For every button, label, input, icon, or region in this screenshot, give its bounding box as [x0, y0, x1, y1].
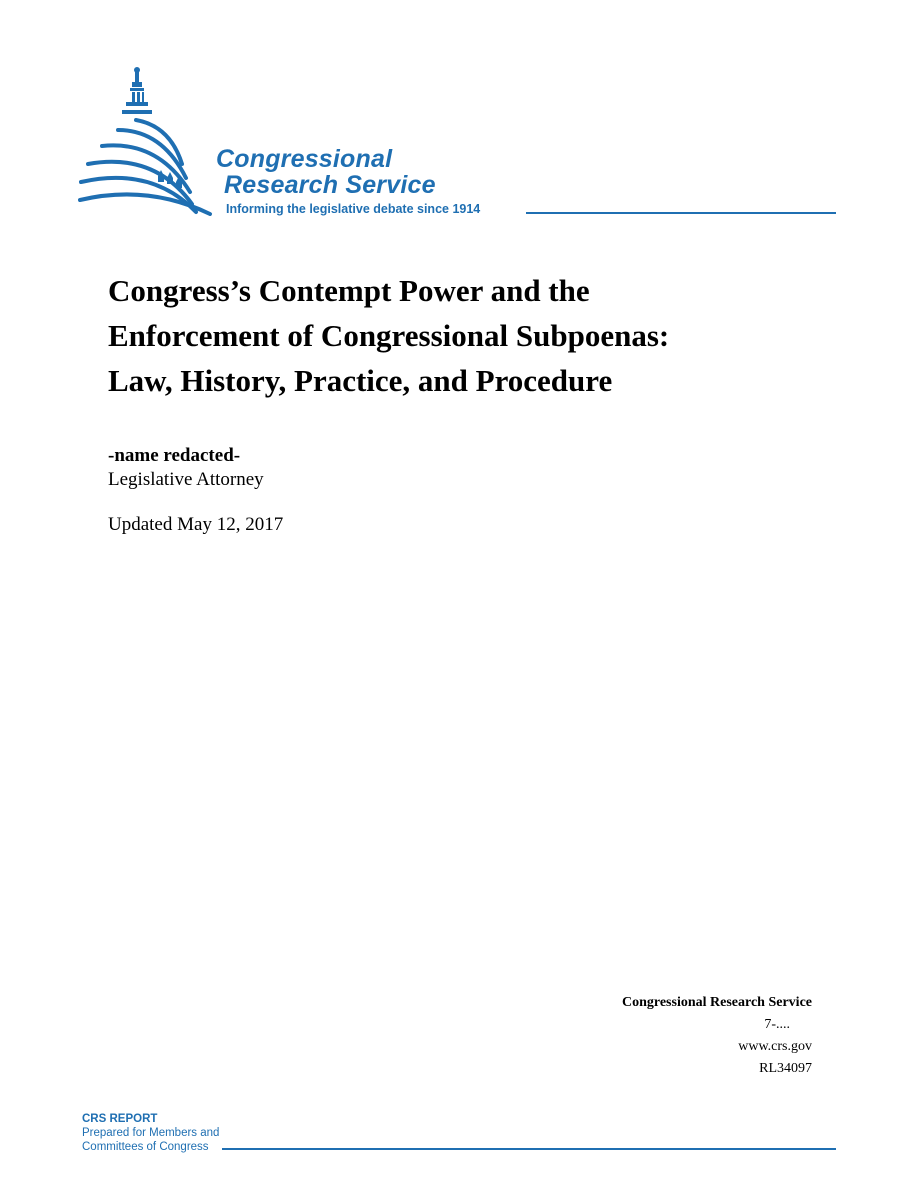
author-block: [108, 444, 264, 492]
report-title: [108, 268, 808, 403]
logo-wordmark-line1: Congressional: [216, 145, 393, 173]
crs-report-line1: Prepared for Members and: [82, 1127, 220, 1139]
crs-logo: [78, 66, 838, 226]
title-line-3: Law, History, Practice, and Procedure: [108, 363, 613, 398]
title-line-1: Congress’s Contempt Power and the: [108, 273, 590, 308]
footer-organization: Congressional Research Service: [621, 995, 812, 1010]
updated-date: Updated May 12, 2017: [108, 514, 284, 535]
logo-wordmark-line2: Research Service: [224, 171, 436, 199]
footer-report-id: RL34097: [759, 1061, 812, 1076]
crs-report-title: CRS REPORT: [82, 1113, 158, 1125]
footer-website: www.crs.gov: [738, 1039, 812, 1054]
logo-divider: [526, 212, 836, 214]
logo-tagline: Informing the legislative debate since 1914: [226, 202, 481, 216]
author-role: Legislative Attorney: [108, 469, 264, 490]
bottom-divider: [222, 1148, 836, 1150]
title-line-2: Enforcement of Congressional Subpoenas:: [108, 318, 670, 353]
footer-phone: 7-....: [764, 1017, 790, 1032]
crs-report-label: [82, 1112, 219, 1154]
footer-info: [622, 992, 812, 1080]
capitol-dome-icon: [78, 66, 218, 216]
crs-report-line2: Committees of Congress: [82, 1141, 209, 1153]
author-name: -name redacted-: [108, 445, 241, 466]
